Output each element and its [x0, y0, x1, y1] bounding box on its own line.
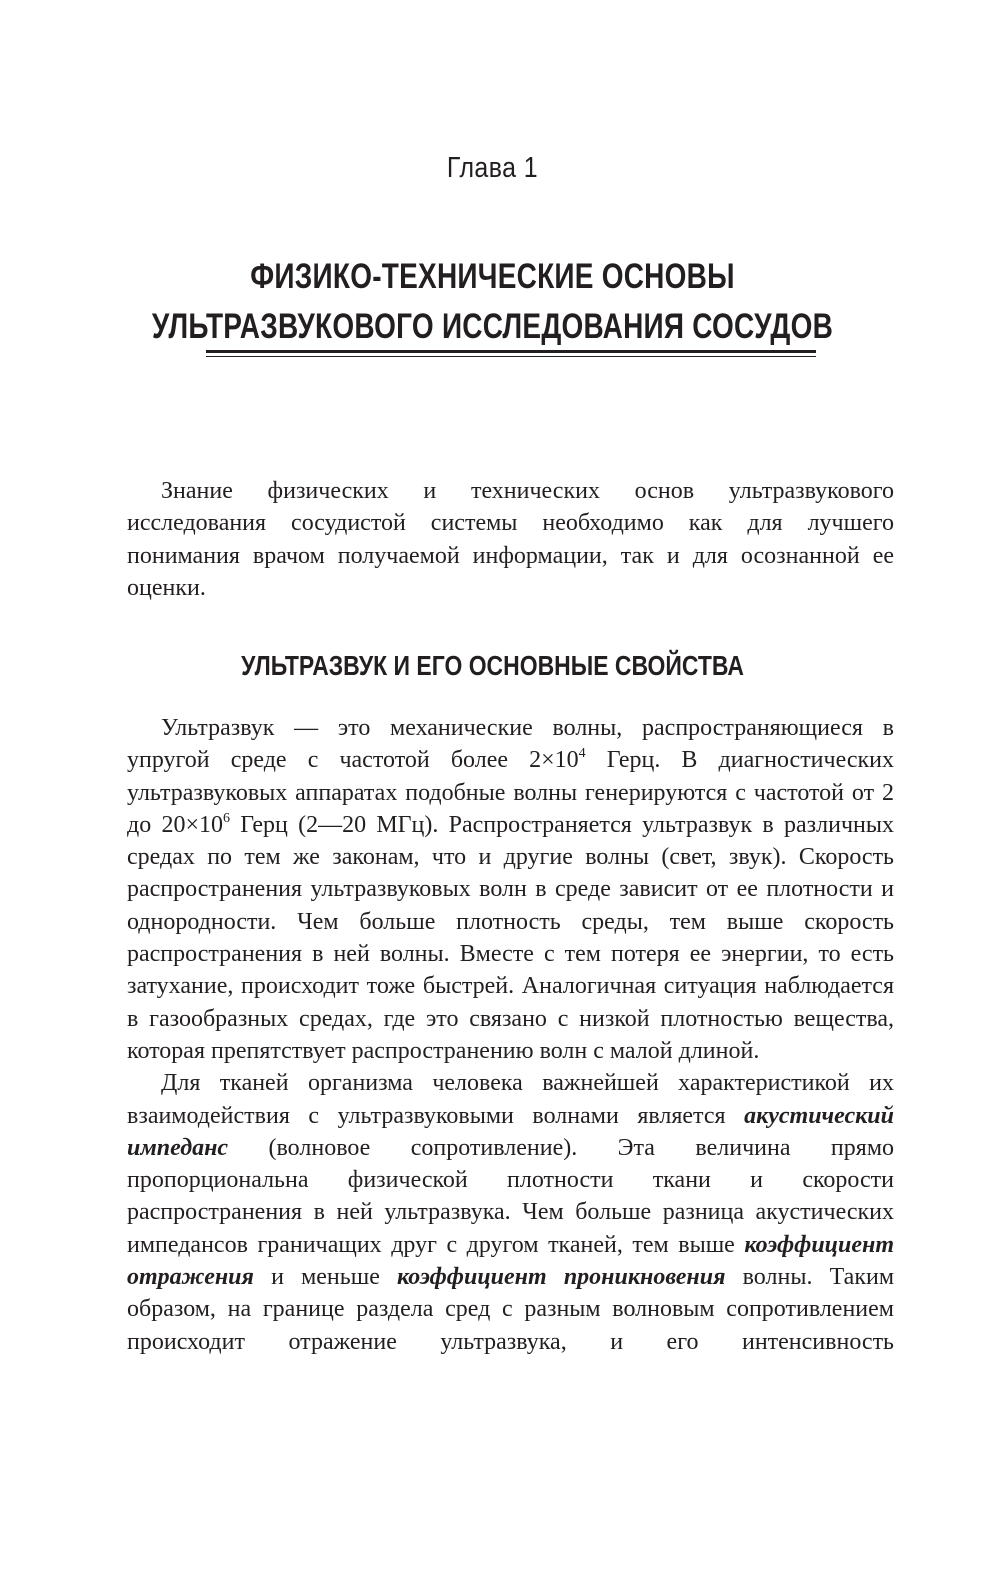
p2-text-4: волны. Таким образом, на границе раздела сред с разным волновым сопротивлением происходит отражение ультразвука, и его интенсивность [127, 1264, 895, 1355]
p2-text-3: и меньше [253, 1264, 398, 1291]
p1-text-1: Ультразвук — это механические волны, распространяющиеся в упругой среде с частотой более 2×10 [127, 715, 894, 774]
p2-text-1: Для тканей организма человека важнейшей характеристикой их взаимодействия с ультразвуковыми волнами является [127, 1070, 894, 1129]
title-underline-thick [206, 350, 816, 353]
intro-paragraph: Знание физических и технических основ ультразвукового исследования сосудистой системы необходимо как для лучшего понимания врачом получаемой информации, так и для осознанной ее оценки. [127, 478, 894, 601]
chapter-title-line-1: ФИЗИКО-ТЕХНИЧЕСКИЕ ОСНОВЫ [250, 257, 735, 296]
p1-superscript-1: 4 [578, 746, 586, 762]
term-penetration-coefficient: коэффициент проникновения [397, 1264, 726, 1291]
section-heading [0, 650, 985, 682]
intro-block [127, 475, 894, 604]
term-acoustic-impedance: акустический импеданс [127, 1102, 894, 1161]
p2-text-2: (волновое сопротивление). Эта величина прямо пропорциональна физической плотности ткани и скорости распространения в ней ультразвука. Чем больше разница акустических импедансов граничащих друг с другом тканей, тем выше [127, 1134, 894, 1258]
section-heading-text: УЛЬТРАЗВУК И ЕГО ОСНОВНЫЕ СВОЙСТВА [241, 650, 744, 681]
section-body [127, 712, 894, 1358]
chapter-label: Глава 1 [446, 152, 539, 184]
title-underline-thin [206, 356, 816, 357]
term-reflection-coefficient: коэффициент отражения [127, 1231, 894, 1291]
chapter-title [0, 252, 985, 352]
chapter-title-line-2: УЛЬТРАЗВУКОВОГО ИССЛЕДОВАНИЯ СОСУДОВ [151, 307, 834, 346]
p1-text-2: Герц. В диагностических ультразвуковых аппаратах подобные волны генерируются с частотой от 2 до 20×10 [127, 747, 894, 838]
body-paragraph-2 [127, 1067, 894, 1358]
body-paragraph-1 [127, 712, 894, 1067]
p1-text-3: Герц (2—20 МГц). Распространяется ультразвук в различных средах по тем же законам, что и другие волны (свет, звук). Скорость распространения ультразвуковых волн в среде зависит от ее плотности и однородности. Чем больше плотность среды, тем выше скорость распространения в ней волны. Вместе с тем потеря ее энергии, то есть затухание, происходит тоже быстрей. Аналогичная ситуация наблюдается в газообразных средах, где это связано с низкой плотностью вещества, которая препятствует распространению волн с малой длиной. [127, 811, 894, 1064]
p1-superscript-2: 6 [223, 810, 231, 826]
